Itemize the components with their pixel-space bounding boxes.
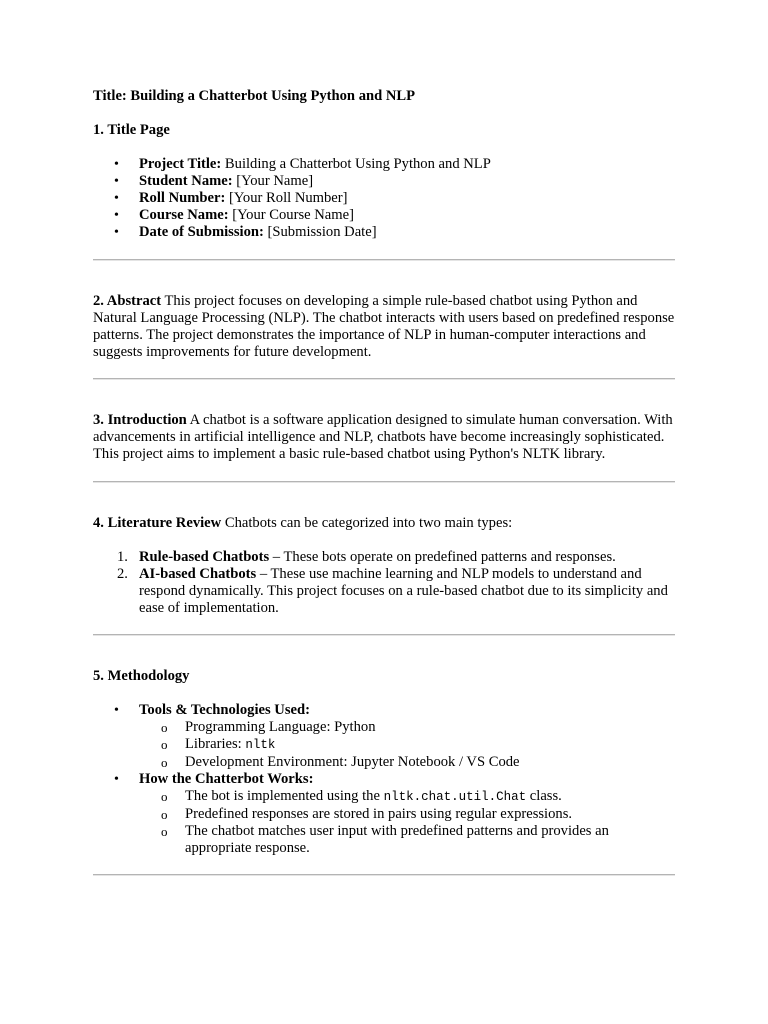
abstract-paragraph: 2. Abstract This project focuses on developing a simple rule-based chatbot using Python and Natural Language Processing (NLP). The chatbot interacts with users based on predefined response patterns. The project demonstrates the importance of NLP in human-computer interactions and suggests improvements for future development. xyxy=(93,293,675,360)
title-page-list xyxy=(93,156,675,241)
bullet-icon: • xyxy=(114,191,119,206)
methodology-list xyxy=(93,702,675,857)
sublist-item: o Predefined responses are stored in pairs using regular expressions. xyxy=(161,806,573,822)
list-item-how-it-works: • How the Chatterbot Works: o The bot is implemented using the nltk.chat.util.Chat class. o Predefined responses are stored in pairs using regular expressions. o The chatbot matches user input with predefined patterns and provides an appropriate response. xyxy=(93,771,675,857)
list-item-student-name: • Student Name: [Your Name] xyxy=(114,173,314,189)
divider xyxy=(93,634,675,636)
bullet-icon: • xyxy=(114,174,119,189)
how-sublist xyxy=(139,788,675,857)
bullet-icon: • xyxy=(114,157,119,172)
divider xyxy=(93,874,675,876)
circle-bullet-icon: o xyxy=(161,737,168,752)
list-item-tools: • Tools & Technologies Used: o Programming Language: Python o Libraries: nltk o Development Environment: Jupyter Notebook / VS Code xyxy=(93,702,675,771)
sublist-item: o Libraries: nltk xyxy=(161,736,276,752)
list-item-ai-based: 2. AI-based Chatbots – These use machine learning and NLP models to understand and respond dynamically. This project focuses on a rule-based chatbot due to its simplicity and ease of implementation. xyxy=(117,566,668,616)
inline-code: nltk.chat.util.Chat xyxy=(383,790,527,804)
list-item-roll-number: • Roll Number: [Your Roll Number] xyxy=(114,190,348,206)
tools-sublist xyxy=(139,719,675,771)
list-item-rule-based: 1. Rule-based Chatbots – These bots operate on predefined patterns and responses. xyxy=(117,549,616,565)
circle-bullet-icon: o xyxy=(161,789,168,804)
divider xyxy=(93,378,675,380)
sublist-item: o The chatbot matches user input with predefined patterns and provides an appropriate response. xyxy=(161,823,609,856)
sublist-item: o The bot is implemented using the nltk.chat.util.Chat class. xyxy=(161,788,562,804)
circle-bullet-icon: o xyxy=(161,755,168,770)
document-title: Title: Building a Chatterbot Using Python and NLP xyxy=(93,88,416,104)
divider xyxy=(93,481,675,483)
bullet-icon: • xyxy=(114,772,119,787)
sublist-item: o Development Environment: Jupyter Notebook / VS Code xyxy=(161,754,520,770)
literature-review-paragraph: 4. Literature Review Chatbots can be categorized into two main types: xyxy=(93,515,513,531)
divider xyxy=(93,259,675,261)
list-item-date-of-submission: • Date of Submission: [Submission Date] xyxy=(114,224,377,240)
inline-code: nltk xyxy=(245,738,276,752)
bullet-icon: • xyxy=(114,208,119,223)
sublist-item: o Programming Language: Python xyxy=(161,719,376,735)
document-content xyxy=(93,88,675,876)
circle-bullet-icon: o xyxy=(161,720,168,735)
chatbot-types-list xyxy=(93,549,675,617)
bullet-icon: • xyxy=(114,703,119,718)
circle-bullet-icon: o xyxy=(161,824,168,839)
section-heading-title-page: 1. Title Page xyxy=(93,122,170,138)
list-item-course-name: • Course Name: [Your Course Name] xyxy=(114,207,354,223)
introduction-paragraph: 3. Introduction A chatbot is a software application designed to simulate human conversation. With advancements in artificial intelligence and NLP, chatbots have become increasingly sophisticated. This project aims to implement a basic rule-based chatbot using Python's NLTK library. xyxy=(93,412,673,462)
bullet-icon: • xyxy=(114,225,119,240)
circle-bullet-icon: o xyxy=(161,807,168,822)
section-heading-methodology: 5. Methodology xyxy=(93,668,190,684)
list-item-project-title: • Project Title: Building a Chatterbot Using Python and NLP xyxy=(114,156,491,172)
